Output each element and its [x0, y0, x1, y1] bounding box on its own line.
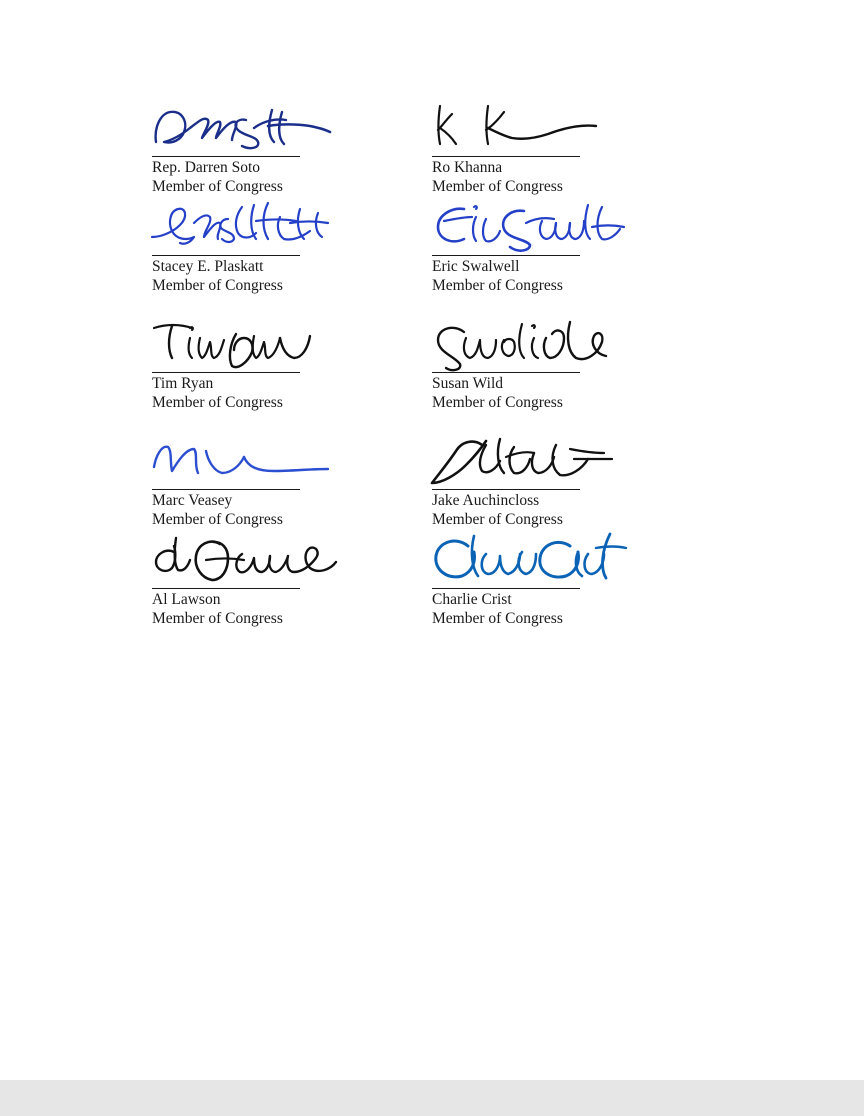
signatory-title: Member of Congress — [432, 511, 563, 528]
signatory-title: Member of Congress — [432, 277, 563, 294]
signature-block — [150, 195, 430, 294]
page-bottom-margin — [0, 1080, 864, 1116]
signature-block — [150, 294, 430, 411]
signature-rule — [152, 372, 300, 373]
signature-column-right — [430, 528, 710, 627]
signatory-title: Member of Congress — [152, 511, 283, 528]
handwritten-signature-ink — [150, 431, 350, 487]
signature-block — [150, 411, 430, 528]
signatory-name: Jake Auchincloss — [432, 492, 540, 509]
handwritten-signature-ink — [150, 530, 350, 586]
signature-block — [150, 96, 430, 195]
signature-column-left — [150, 528, 430, 627]
handwritten-signature-ink — [430, 530, 630, 586]
signatory-title: Member of Congress — [432, 610, 563, 627]
signature-column-right — [430, 96, 710, 195]
signature-block — [430, 96, 710, 195]
signature-rule — [432, 372, 580, 373]
signatory-title: Member of Congress — [432, 394, 563, 411]
signatory-title: Member of Congress — [152, 178, 283, 195]
signatory-name: Marc Veasey — [152, 492, 233, 509]
signatory-name: Ro Khanna — [432, 159, 503, 176]
handwritten-signature-ink — [430, 314, 630, 370]
handwritten-signature-ink — [430, 431, 630, 487]
signature-row — [150, 195, 710, 294]
signatory-name: Charlie Crist — [432, 591, 512, 608]
signature-rule — [152, 588, 300, 589]
signature-grid — [150, 96, 710, 627]
signature-rule — [152, 255, 300, 256]
signature-row — [150, 411, 710, 528]
signature-column-right — [430, 195, 710, 294]
signature-column-right — [430, 411, 710, 528]
signature-block — [430, 528, 710, 627]
signature-row — [150, 528, 710, 627]
signatory-name: Stacey E. Plaskatt — [152, 258, 264, 275]
handwritten-signature-ink — [150, 98, 350, 154]
signatory-title: Member of Congress — [152, 610, 283, 627]
signature-column-right — [430, 294, 710, 411]
signatory-title: Member of Congress — [152, 394, 283, 411]
handwritten-signature-ink — [430, 98, 630, 154]
signature-row — [150, 294, 710, 411]
signatory-title: Member of Congress — [432, 178, 563, 195]
signature-block — [430, 411, 710, 528]
signature-rule — [152, 156, 300, 157]
signature-column-left — [150, 411, 430, 528]
signature-column-left — [150, 294, 430, 411]
signature-block — [150, 528, 430, 627]
signatory-name: Al Lawson — [152, 591, 221, 608]
signatory-title: Member of Congress — [152, 277, 283, 294]
signatory-name: Rep. Darren Soto — [152, 159, 261, 176]
signature-column-left — [150, 96, 430, 195]
handwritten-signature-ink — [150, 197, 350, 253]
signatory-name: Tim Ryan — [152, 375, 214, 392]
signature-rule — [432, 489, 580, 490]
signatory-name: Eric Swalwell — [432, 258, 520, 275]
handwritten-signature-ink — [430, 197, 630, 253]
signatory-name: Susan Wild — [432, 375, 503, 392]
signature-block — [430, 294, 710, 411]
handwritten-signature-ink — [150, 314, 350, 370]
signature-rule — [152, 489, 300, 490]
signature-block — [430, 195, 710, 294]
signature-rule — [432, 156, 580, 157]
signature-column-left — [150, 195, 430, 294]
signature-rule — [432, 255, 580, 256]
signature-rule — [432, 588, 580, 589]
signature-row — [150, 96, 710, 195]
